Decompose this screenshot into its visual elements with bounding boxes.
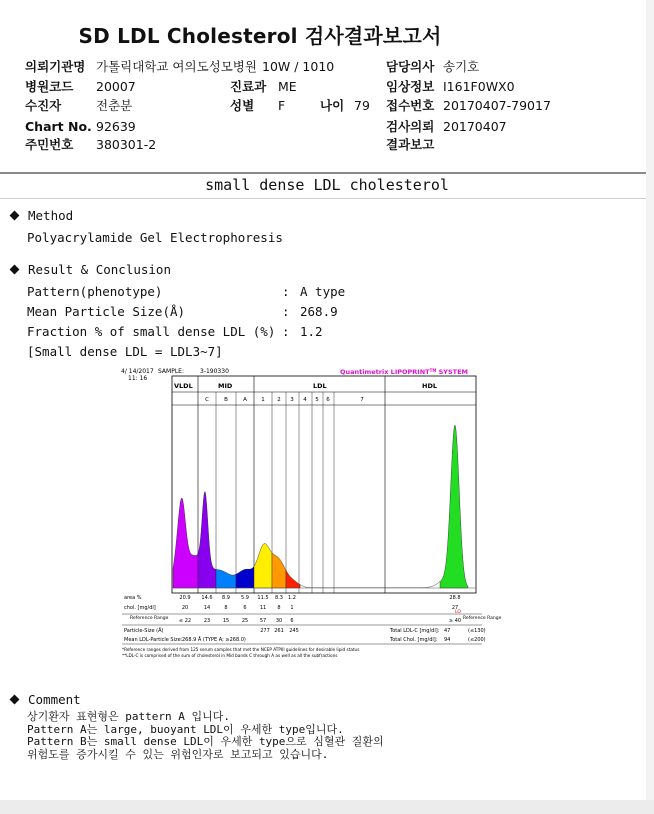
chol-value: 27 [451, 605, 459, 611]
row-label-ref-right: Reference Range [463, 616, 502, 621]
ref-value: ≤ 22 [178, 618, 192, 624]
page-edge [646, 0, 654, 814]
bullet-diamond-icon [10, 211, 20, 221]
chol-value: 11 [259, 605, 267, 611]
footnote-1: *Reference ranges derived from 125 serum samples that met the NCEP ATPIII guidelines for desirable lipid status [122, 647, 360, 652]
comment-line: 상기환자 표현형은 pattern A 입니다. [27, 710, 230, 723]
age-label: 나이 [320, 98, 345, 113]
area-value: 11.5 [257, 595, 269, 601]
band-label: 5 [315, 397, 319, 403]
group-label-ldl: LDL [313, 382, 327, 390]
ref-value: ≥ 40 [448, 618, 462, 624]
hospital-code-value: 20007 [96, 79, 136, 94]
group-label-vldl: VLDL [174, 382, 193, 390]
band-label: 7 [360, 397, 364, 403]
chart-time: 11: 16 [128, 375, 148, 382]
hospital-code-label: 병원코드 [25, 79, 74, 94]
band-label: B [224, 397, 228, 403]
group-label-hdl: HDL [422, 382, 437, 390]
band-label: 2 [277, 397, 281, 403]
band-label: A [243, 397, 247, 403]
ref-value: 6 [290, 618, 294, 624]
ward-value: 10W / 1010 [262, 59, 335, 74]
chart-sample-label: SAMPLE: [158, 368, 184, 375]
patient-value: 전춘분 [96, 98, 133, 113]
band-label: 6 [326, 397, 330, 403]
footnote-2: **LDL-C is comprised of the sum of cholesterol in Mid bands C through A as well as all the subfractions [122, 653, 338, 658]
comment-line: 위험도를 증가시킬 수 있는 위험인자로 보고되고 있습니다. [27, 747, 329, 761]
total-chol-label: Total Chol. [mg/dl]: [390, 637, 438, 643]
header-divider [0, 172, 654, 174]
small-dense-note: [Small dense LDL = LDL3~7] [27, 344, 223, 359]
doctor-value: 송기호 [443, 59, 480, 74]
receipt-label: 접수번호 [386, 98, 435, 113]
chol-value: 14 [203, 605, 211, 611]
band-label: 3 [290, 397, 294, 403]
comment-line: Pattern A는 large, buoyant LDL이 우세한 type입니다. [27, 722, 344, 736]
chart-brand [340, 368, 468, 376]
lipoprint-chart [118, 364, 502, 670]
chol-value: 8 [224, 605, 228, 611]
particle-size-label: Particle-Size (Å) [124, 628, 164, 634]
total-ldl-value: 47 [444, 628, 451, 634]
band-label: C [205, 397, 209, 403]
sex-value: F [278, 98, 286, 113]
dept-value: ME [278, 79, 297, 94]
chol-value: 1 [290, 605, 294, 611]
ref-value: 57 [259, 618, 267, 624]
band-label: 4 [303, 397, 307, 403]
sex-label: 성별 [230, 98, 255, 113]
comment-heading-text: Comment [28, 692, 81, 707]
method-heading-text: Method [28, 208, 74, 223]
area-value: 5.9 [241, 595, 249, 601]
dept-label: 진료과 [230, 79, 267, 94]
comment-body [27, 711, 384, 761]
ref-value: 15 [222, 618, 230, 624]
chol-value: 6 [243, 605, 247, 611]
bullet-diamond-icon [10, 265, 20, 275]
area-value: 1.2 [288, 595, 296, 601]
clinical-label: 임상정보 [386, 79, 435, 94]
chol-flag: LO [455, 610, 461, 615]
chart-no-label: Chart No. [25, 119, 92, 134]
group-label-mid: MID [218, 382, 233, 390]
doctor-label: 담당의사 [386, 59, 435, 74]
row-label-ref: Reference Range [130, 616, 169, 621]
result-value: 268.9 [300, 304, 338, 319]
band-label: 1 [261, 397, 265, 403]
row-label-chol: chol. [mg/dl] [124, 605, 156, 611]
comment-heading [8, 692, 81, 708]
result-heading-text: Result & Conclusion [28, 262, 171, 277]
area-value: 14.6 [201, 595, 213, 601]
area-value: 8.3 [275, 595, 283, 601]
particle-size-2: 261 [274, 628, 284, 634]
institution-label: 의뢰기관명 [25, 59, 86, 74]
area-value: 20.9 [179, 595, 191, 601]
chart-brand-suffix: SYSTEM [436, 368, 468, 376]
receipt-value: 20170407-79017 [443, 98, 551, 113]
row-label-area: area % [124, 595, 142, 601]
patient-label: 수진자 [25, 98, 62, 113]
area-value: 8.9 [222, 595, 230, 601]
result-separator: : [282, 284, 290, 299]
bullet-diamond-icon [10, 695, 20, 705]
age-value: 79 [354, 98, 370, 113]
request-value: 20170407 [443, 119, 507, 134]
chol-value: 20 [181, 605, 189, 611]
area-value: 28.8 [449, 595, 461, 601]
result-label: Fraction % of small dense LDL (%) [27, 324, 276, 339]
method-value: Polyacrylamide Gel Electrophoresis [27, 230, 283, 245]
chart-no-value: 92639 [96, 119, 136, 134]
mean-ldl-label: Mean LDL-Particle Size: [124, 637, 183, 643]
ref-value: 23 [203, 618, 211, 624]
mean-ldl-value: 268.9 Å (TYPE A; ≥268.0) [182, 637, 246, 643]
method-heading [8, 208, 73, 224]
report-title: SD LDL Cholesterol 검사결과보고서 [78, 24, 442, 48]
result-value: A type [300, 284, 346, 299]
particle-size-1: 277 [260, 628, 270, 634]
result-report-label: 결과보고 [386, 137, 435, 152]
total-chol-ref: (≤200) [468, 637, 486, 643]
chart-brand-name: Quantimetrix LIPOPRINT [340, 368, 430, 376]
ref-value: 30 [275, 618, 283, 624]
chart-date: 4/ 14/2017 [121, 368, 154, 375]
total-ldl-ref: (≤130) [468, 628, 486, 634]
institution-value: 가톨릭대학교 여의도성모병원 [96, 59, 257, 74]
chart-sample-value: 3-190330 [200, 368, 229, 375]
particle-size-3: 245 [289, 628, 299, 634]
section-subtitle: small dense LDL cholesterol [205, 176, 449, 194]
total-ldl-label: Total LDL-C [mg/dl]: [390, 628, 440, 634]
ref-value: 25 [241, 618, 249, 624]
result-separator: : [282, 324, 290, 339]
result-heading [8, 262, 171, 278]
resident-label: 주민번호 [25, 137, 74, 152]
chart-brand-tm: TM [429, 368, 437, 373]
resident-value: 380301-2 [96, 137, 157, 152]
subtitle-divider [0, 198, 654, 199]
chol-value: 8 [277, 605, 281, 611]
result-value: 1.2 [300, 324, 323, 339]
total-chol-value: 94 [444, 637, 451, 643]
clinical-value: I161F0WX0 [443, 79, 515, 94]
result-label: Pattern(phenotype) [27, 284, 163, 299]
page-bottom-bar [0, 800, 654, 814]
request-label: 검사의뢰 [386, 119, 435, 134]
result-separator: : [282, 304, 290, 319]
comment-line: Pattern B는 small dense LDL이 우세한 type으로 심혈관 질환의 [27, 735, 384, 748]
result-label: Mean Particle Size(Å) [27, 304, 186, 319]
